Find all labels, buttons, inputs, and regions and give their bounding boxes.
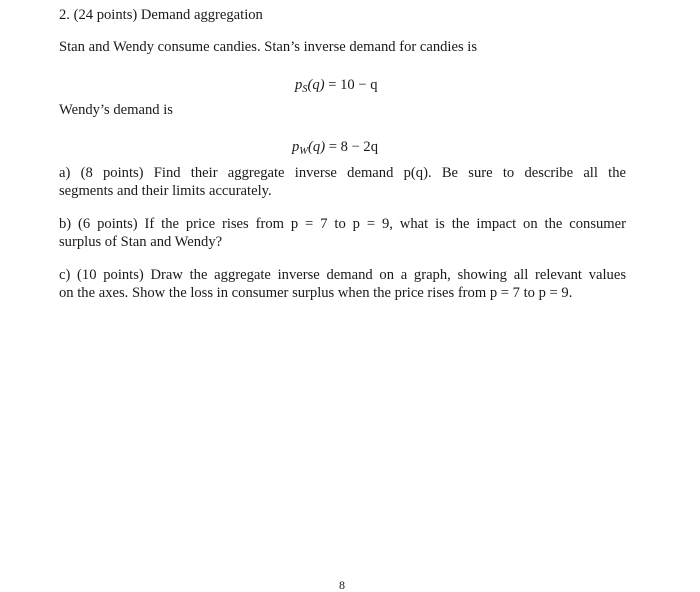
part-b-line-2: surplus of Stan and Wendy? <box>59 234 223 250</box>
equation-lhs: p <box>292 139 300 155</box>
part-c <box>59 266 626 302</box>
part-b-line-1: b) (6 points) If the price rises from p = 7 to p = 9, what is the impact on the consumer <box>59 216 626 232</box>
equation-rhs: = 10 − q <box>324 77 378 93</box>
wendy-intro: Wendy’s demand is <box>59 102 173 118</box>
part-a <box>59 164 626 200</box>
part-a-line-1: a) (8 points) Find their aggregate inverse demand p(q). Be sure to describe all the <box>59 165 626 181</box>
page-number: 8 <box>339 578 345 592</box>
part-b <box>59 215 626 251</box>
wendy-demand-equation <box>292 138 378 158</box>
problem-heading: 2. (24 points) Demand aggregation <box>59 7 263 23</box>
equation-argument: (q) <box>308 139 326 155</box>
problem-intro: Stan and Wendy consume candies. Stan’s inverse demand for candies is <box>59 39 478 55</box>
equation-rhs: = 8 − 2q <box>325 139 379 155</box>
equation-lhs: p <box>295 77 303 93</box>
part-c-line-1: c) (10 points) Draw the aggregate inverse demand on a graph, showing all relevant values <box>59 267 626 283</box>
equation-subscript: W <box>299 146 309 157</box>
stan-inverse-demand-equation <box>295 76 378 96</box>
equation-argument: (q) <box>307 77 325 93</box>
part-c-line-2: on the axes. Show the loss in consumer surplus when the price rises from p = 7 to p = 9. <box>59 285 573 301</box>
part-a-line-2: segments and their limits accurately. <box>59 183 272 199</box>
equation-subscript: S <box>302 84 308 95</box>
